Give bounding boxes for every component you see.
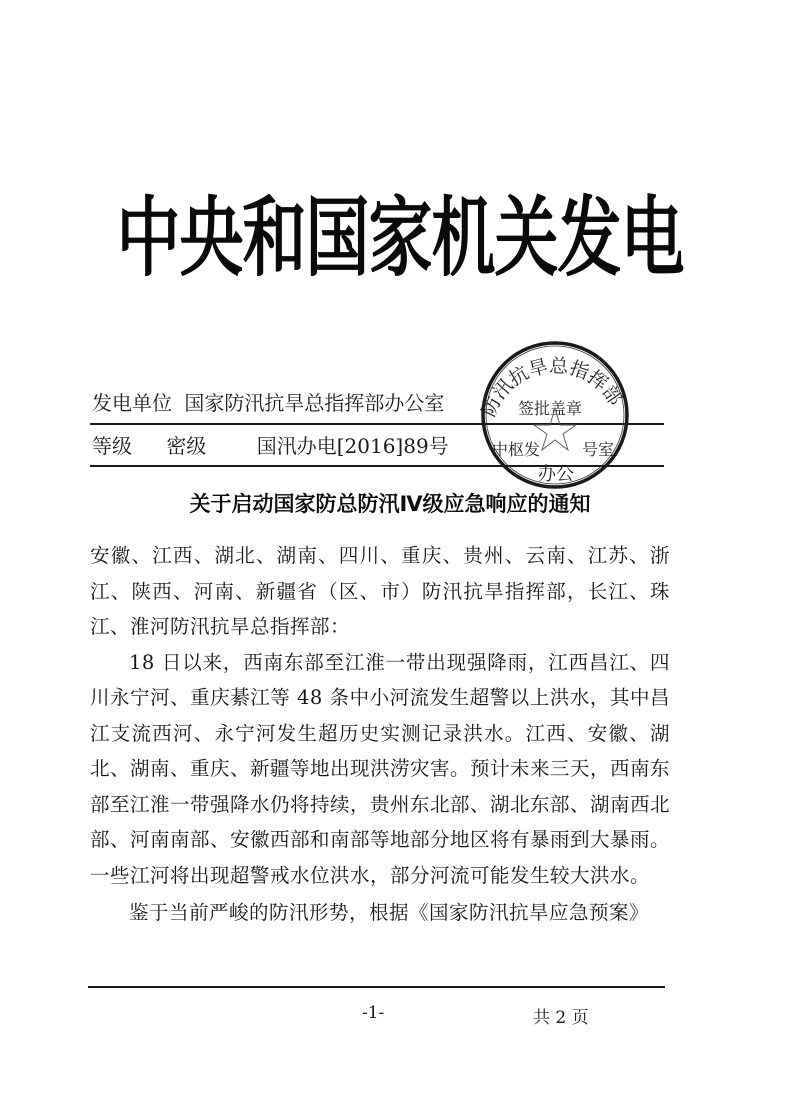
grade-row: [92, 436, 449, 456]
seal-mid-right: 号室: [582, 440, 615, 459]
sender-value: 国家防汛抗旱总指挥部办公室: [184, 391, 445, 415]
seal-outer-text: 防汛抗旱总指挥部: [477, 354, 627, 420]
recipients: 安徽、江西、湖北、湖南、四川、重庆、贵州、云南、江苏、浙江、陕西、河南、新疆省（区、市）防汛抗旱指挥部，长江、珠江、淮河防汛抗旱总指挥部：: [90, 544, 670, 638]
sender-label: 发电单位: [92, 391, 172, 415]
seal-bottom: 办公: [538, 464, 574, 485]
page-total: 共 2 页: [533, 1008, 589, 1028]
masthead-title: 中央和国家机关发电: [116, 189, 684, 290]
sender-row: [92, 393, 444, 413]
footer-rule: [88, 986, 665, 988]
official-seal-icon: [470, 330, 640, 495]
classification-label: 密级: [166, 434, 207, 458]
body-paragraph: 18 日以来，西南东部至江淮一带出现强降雨，江西昌江、四川永宁河、重庆綦江等 48 条中小河流发生超警以上洪水，其中昌江支流西河、永宁河发生超历史实测记录洪水。江西、安徽、湖北、湖南、重庆、新疆等地出现洪涝灾害。预计未来三天，西南东部至江淮一带强降水仍将持续，贵州东北部、湖北东部、湖南西北部、河南南部、安徽西部和南部等地部分地区将有暴雨到大暴雨。一些江河将出现超警戒水位洪水，部分河流可能发生较大洪水。: [90, 650, 671, 887]
doc-number: 国汛办电[2016]89号: [256, 434, 449, 458]
seal-mid-left: 中枢发: [492, 440, 541, 459]
seal-inner-top: 签批盖章: [518, 399, 583, 418]
page-number: -1-: [362, 1003, 385, 1023]
grade-label: 等级: [92, 434, 132, 458]
body-paragraph: 鉴于当前严峻的防汛形势，根据《国家防汛抗旱应急预案》: [129, 901, 650, 924]
document-subject: 关于启动国家防总防汛Ⅳ级应急响应的通知: [189, 492, 591, 516]
document-body: [90, 538, 670, 931]
